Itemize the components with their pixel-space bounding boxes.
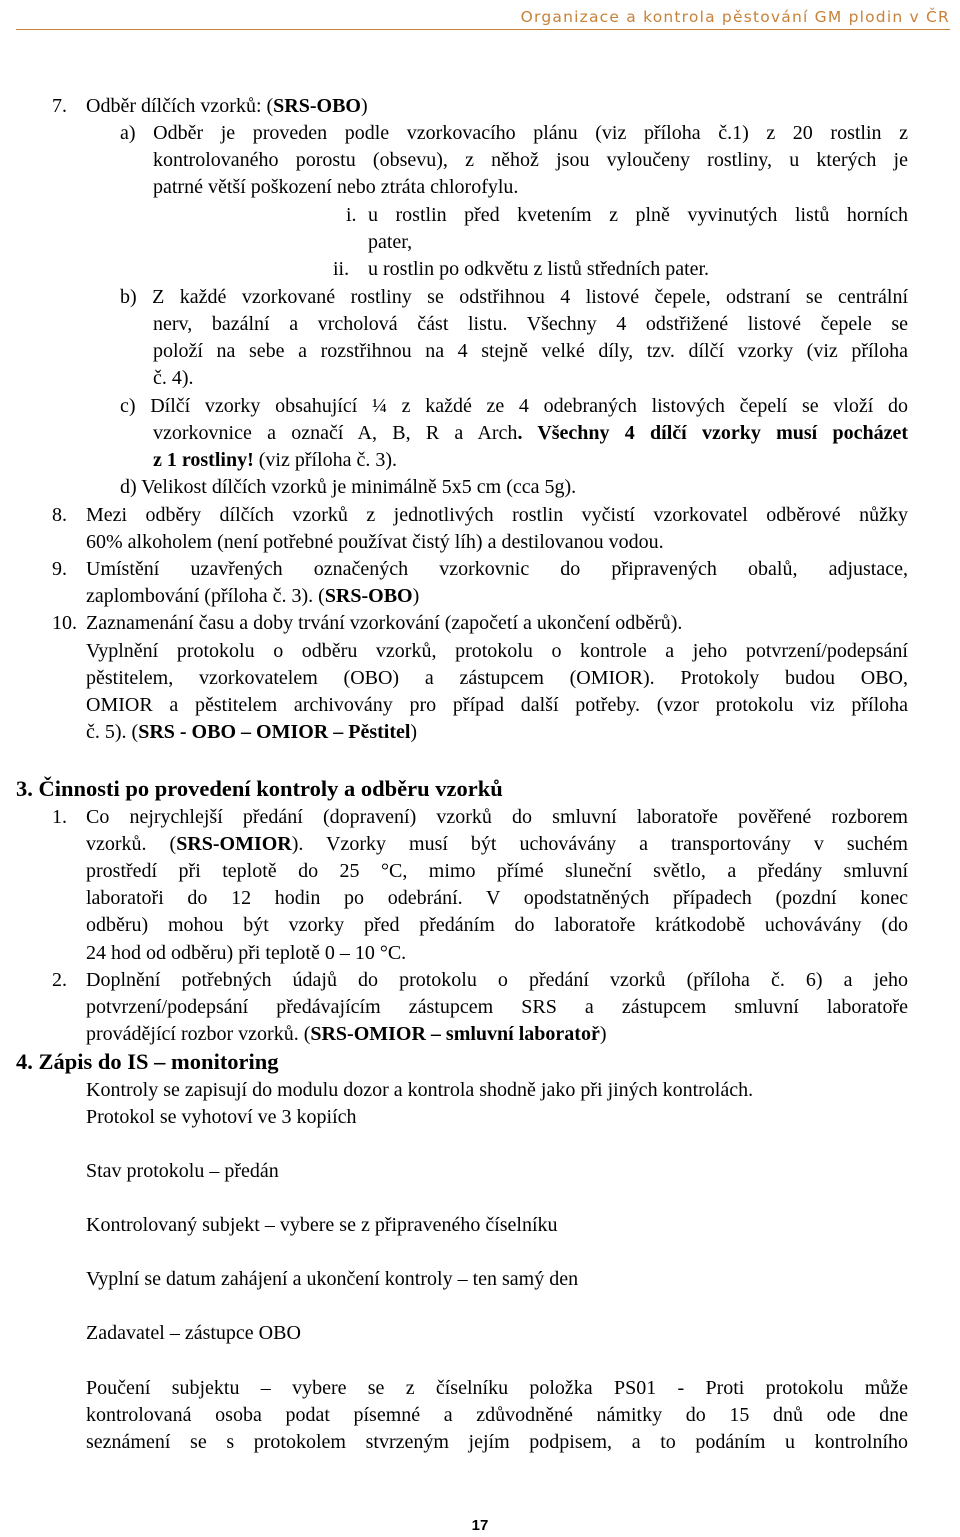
section-3-item-1-line-1: Co nejrychlejší předání (dopravení) vzorků do smluvní laboratoře pověřené rozborem [86, 806, 908, 828]
section-3-item-1-line-6: 24 hod od odběru) při teplotě 0 – 10 °C. [86, 942, 407, 964]
item-7b-line-4: č. 4). [153, 367, 194, 389]
section-4-paragraph-2: Protokol se vyhotoví ve 3 kopiích [86, 1106, 357, 1128]
page-number: 17 [471, 1517, 489, 1534]
item-7a-i-line-2: pater, [368, 231, 413, 253]
section-4-paragraph-6: Zadavatel – zástupce OBO [86, 1322, 301, 1344]
item-7c-line-3: z 1 rostliny! (viz příloha č. 3). [153, 449, 398, 471]
item-10-line-5: č. 5). (SRS - OBO – OMIOR – Pěstitel) [86, 721, 418, 743]
section-4-paragraph-5: Vyplní se datum zahájení a ukončení kontroly – ten samý den [86, 1268, 579, 1290]
item-9-line-2: zaplombování (příloha č. 3). (SRS-OBO) [86, 585, 420, 607]
item-7a-line-1: a) Odběr je proveden podle vzorkovacího plánu (viz příloha č.1) z 20 rostlin z [120, 122, 908, 144]
section-4-heading: 4. Zápis do IS – monitoring [16, 1049, 279, 1074]
item-7d-line-1: d) Velikost dílčích vzorků je minimálně 5x5 cm (cca 5g). [120, 476, 577, 498]
item-9-line-1: Umístění uzavřených označených vzorkovnic do připravených obalů, adjustace, [86, 558, 908, 580]
section-4-paragraph-4: Kontrolovaný subjekt – vybere se z připraveného číselníku [86, 1214, 558, 1236]
section-3-item-1-number: 1. [52, 806, 67, 828]
section-3-item-2-number: 2. [52, 969, 67, 991]
item-7b-line-1: b) Z každé vzorkované rostliny se odstřihnou 4 listové čepele, odstraní se centrální [120, 286, 908, 308]
section-3-item-2-line-2: potvrzení/podepsání předávajícím zástupcem SRS a zástupcem smluvní laboratoře [86, 996, 908, 1018]
section-3-item-1-line-3: prostředí při teplotě do 25 °C, mimo přímé sluneční světlo, a předány smluvní [86, 860, 908, 882]
header-rule [16, 29, 950, 30]
section-3-item-2-line-1: Doplnění potřebných údajů do protokolu o předání vzorků (příloha č. 6) a jeho [86, 969, 908, 991]
section-4-paragraph-7-line-3: seznámení se s protokolem stvrzeným jejím podpisem, a to podáním u kontrolního [86, 1431, 908, 1453]
item-7a-ii-number: ii. [333, 258, 350, 280]
section-3-item-1-line-5: odběru) mohou být vzorky před předáním do laboratoře krátkodobě uchovávány (do [86, 914, 908, 936]
item-7-title: Odběr dílčích vzorků: (SRS-OBO) [86, 95, 368, 117]
item-7a-i-number: i. [346, 204, 357, 226]
item-10-line-4: OMIOR a pěstitelem archivovány pro případ další potřeby. (vzor protokolu viz příloha [86, 694, 908, 716]
item-7a-i-line-1: u rostlin před kvetením z plně vyvinutých listů horních [368, 204, 908, 226]
item-10-number: 10. [52, 612, 77, 634]
item-8-line-2: 60% alkoholem (není potřebné používat čistý líh) a destilovanou vodou. [86, 531, 664, 553]
section-4-paragraph-7-line-2: kontrolovaná osoba podat písemné a zdůvodněné námitky do 15 dnů ode dne [86, 1404, 908, 1426]
section-3-item-1-line-2: vzorků. (SRS-OMIOR). Vzorky musí být uchovávány a transportovány v suchém [86, 833, 908, 855]
item-8-number: 8. [52, 504, 67, 526]
item-7a-line-2: kontrolovaného porostu (obsevu), z něhož jsou vyloučeny rostliny, u kterých je [153, 149, 908, 171]
section-3-heading: 3. Činnosti po provedení kontroly a odběru vzorků [16, 776, 503, 801]
item-7c-line-2: vzorkovnice a označí A, B, R a Arch. Všechny 4 dílčí vzorky musí pocházet [153, 422, 909, 444]
item-7b-line-3: položí na sebe a rozstřihnou na 4 stejně velké díly, tzv. dílčí vzorky (viz příloha [153, 340, 908, 362]
item-9-number: 9. [52, 558, 67, 580]
item-7-number: 7. [52, 95, 67, 117]
item-8-line-1: Mezi odběry dílčích vzorků z jednotlivých rostlin vyčistí vzorkovatel odběrové nůžky [86, 504, 908, 526]
section-3-item-2-line-3: provádějící rozbor vzorků. (SRS-OMIOR – smluvní laboratoř) [86, 1023, 607, 1045]
section-4-paragraph-1: Kontroly se zapisují do modulu dozor a kontrola shodně jako při jiných kontrolách. [86, 1079, 754, 1101]
section-4-paragraph-7-line-1: Poučení subjektu – vybere se z číselníku položka PS01 - Proti protokolu může [86, 1377, 908, 1399]
item-10-line-3: pěstitelem, vzorkovatelem (OBO) a zástupcem (OMIOR). Protokoly budou OBO, [86, 667, 908, 689]
item-7b-line-2: nerv, bazální a vrcholová část listu. Všechny 4 odstřižené listové čepele se [153, 313, 908, 335]
item-7a-ii-line-1: u rostlin po odkvětu z listů středních pater. [368, 258, 710, 280]
item-10-line-1: Zaznamenání času a doby trvání vzorkování (započetí a ukončení odběrů). [86, 612, 683, 634]
item-7c-line-1: c) Dílčí vzorky obsahující ¼ z každé ze 4 odebraných listových čepelí se vloží do [120, 395, 908, 417]
running-header: Organizace a kontrola pěstování GM plodin v ČR [520, 8, 950, 26]
section-3-item-1-line-4: laboratoři do 12 hodin po odebrání. V opodstatněných případech (pozdní konec [86, 887, 908, 909]
item-7a-line-3: patrné větší poškození nebo ztráta chlorofylu. [153, 176, 519, 198]
section-4-paragraph-3: Stav protokolu – předán [86, 1160, 279, 1182]
item-10-line-2: Vyplnění protokolu o odběru vzorků, protokolu o kontrole a jeho potvrzení/podepsání [86, 640, 908, 662]
